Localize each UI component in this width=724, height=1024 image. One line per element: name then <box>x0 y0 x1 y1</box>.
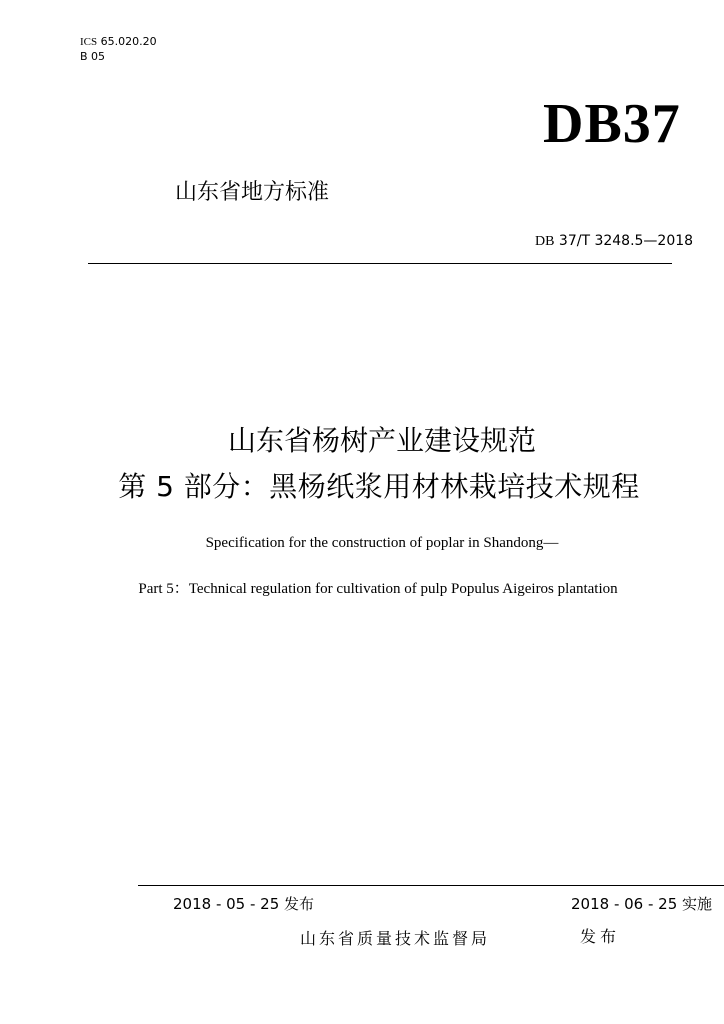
ics-classification <box>80 35 157 49</box>
issuing-authority: 山东省质量技术监督局 <box>300 929 491 948</box>
issue-date: 2018 - 05 - 25 发布 <box>173 895 315 913</box>
standard-number-prefix: DB <box>535 234 555 249</box>
ics-code: 65.020.20 <box>100 35 157 48</box>
title-en-line1: Specification for the construction of poplar in Shandong— <box>205 535 559 551</box>
header-divider <box>88 263 672 264</box>
issuer-verb: 发布 <box>580 927 621 946</box>
title-cn-line1: 山东省杨树产业建设规范 <box>227 424 536 457</box>
standard-number-code: 37/T 3248.5—2018 <box>558 233 694 249</box>
implement-date: 2018 - 06 - 25 实施 <box>571 895 713 913</box>
db-code-logo: DB37 <box>543 93 681 155</box>
title-cn-line2: 第 5 部分：黑杨纸浆用材林栽培技术规程 <box>118 470 640 503</box>
ccs-classification: B 05 <box>80 50 106 63</box>
title-en-line2: Part 5：Technical regulation for cultivation of pulp Populus Aigeiros plantation <box>138 581 618 597</box>
local-standard-label: 山东省地方标准 <box>175 180 330 205</box>
ics-prefix: ICS <box>80 36 98 48</box>
footer-divider <box>138 885 724 886</box>
standard-number <box>535 231 693 252</box>
